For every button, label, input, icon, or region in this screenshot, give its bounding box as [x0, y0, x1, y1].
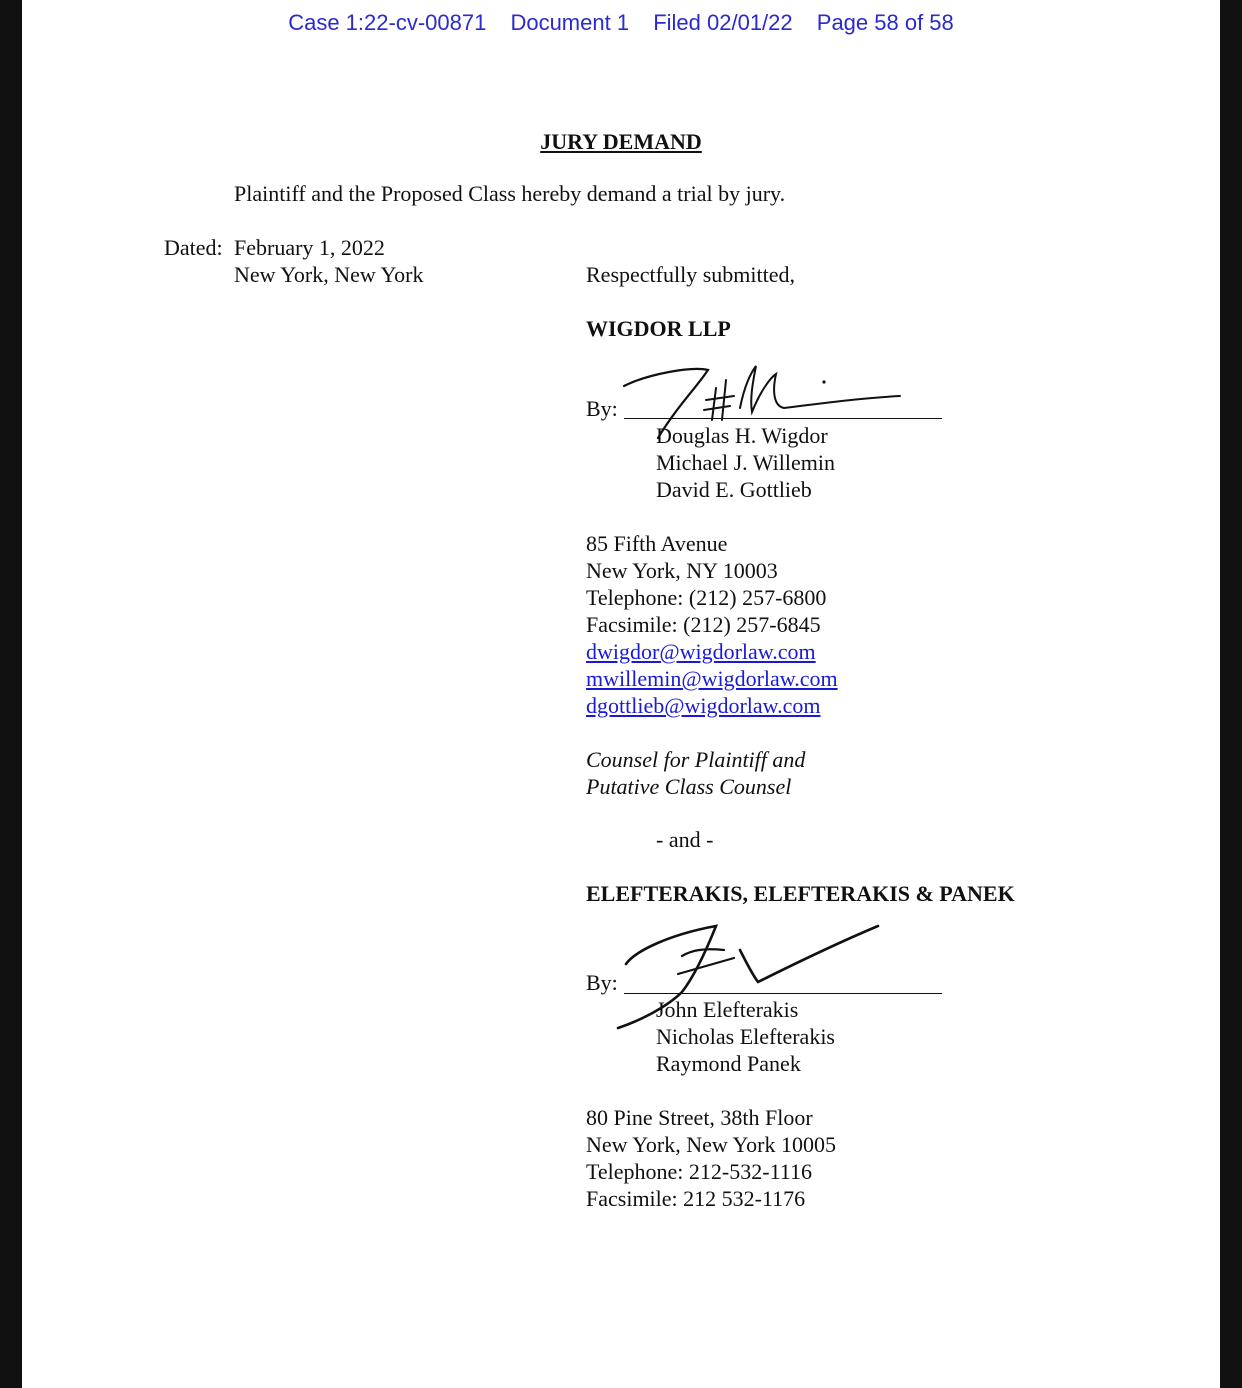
closing: Respectfully submitted, — [586, 262, 795, 287]
firm2-name: ELEFTERAKIS, ELEFTERAKIS & PANEK — [586, 881, 1015, 906]
email-link[interactable]: dwigdor@wigdorlaw.com — [586, 639, 816, 664]
firm1-signer: Michael J. Willemin — [656, 450, 835, 475]
firm1-by-label: By: — [586, 396, 618, 421]
firm1-address-line: New York, NY 10003 — [586, 558, 778, 583]
page-number: Page 58 of 58 — [816, 10, 954, 35]
firm2-telephone: Telephone: 212-532-1116 — [586, 1159, 812, 1184]
case-number: Case 1:22-cv-00871 — [288, 10, 487, 35]
dated-place: New York, New York — [234, 262, 424, 287]
firm2-facsimile: Facsimile: 212 532-1176 — [586, 1186, 806, 1211]
firm1-role: Putative Class Counsel — [586, 774, 792, 799]
firm2-signer: Nicholas Elefterakis — [656, 1024, 835, 1049]
filed-date: Filed 02/01/22 — [653, 10, 793, 35]
firm2-by-label: By: — [586, 970, 618, 995]
firm2-address-line: 80 Pine Street, 38th Floor — [586, 1105, 813, 1130]
firm1-name: WIGDOR LLP — [586, 316, 731, 341]
separator: - and - — [656, 827, 714, 852]
firm1-signer: David E. Gottlieb — [656, 477, 812, 502]
firm1-facsimile: Facsimile: (212) 257-6845 — [586, 612, 821, 637]
dated-label: Dated: — [164, 235, 223, 260]
firm1-address-line: 85 Fifth Avenue — [586, 531, 728, 556]
demand-text: Plaintiff and the Proposed Class hereby demand a trial by jury. — [234, 181, 786, 206]
firm2-signer: John Elefterakis — [656, 997, 799, 1022]
dated-date: February 1, 2022 — [234, 235, 385, 260]
firm1-telephone: Telephone: (212) 257-6800 — [586, 585, 827, 610]
page-title: JURY DEMAND — [540, 129, 702, 154]
firm2-signer: Raymond Panek — [656, 1051, 801, 1076]
document-number: Document 1 — [510, 10, 630, 35]
firm1-signer: Douglas H. Wigdor — [656, 423, 828, 448]
email-link[interactable]: mwillemin@wigdorlaw.com — [586, 666, 838, 691]
firm2-address-line: New York, New York 10005 — [586, 1132, 836, 1157]
email-link[interactable]: dgottlieb@wigdorlaw.com — [586, 693, 821, 718]
ecf-header — [0, 10, 1242, 36]
firm1-role: Counsel for Plaintiff and — [586, 747, 806, 772]
